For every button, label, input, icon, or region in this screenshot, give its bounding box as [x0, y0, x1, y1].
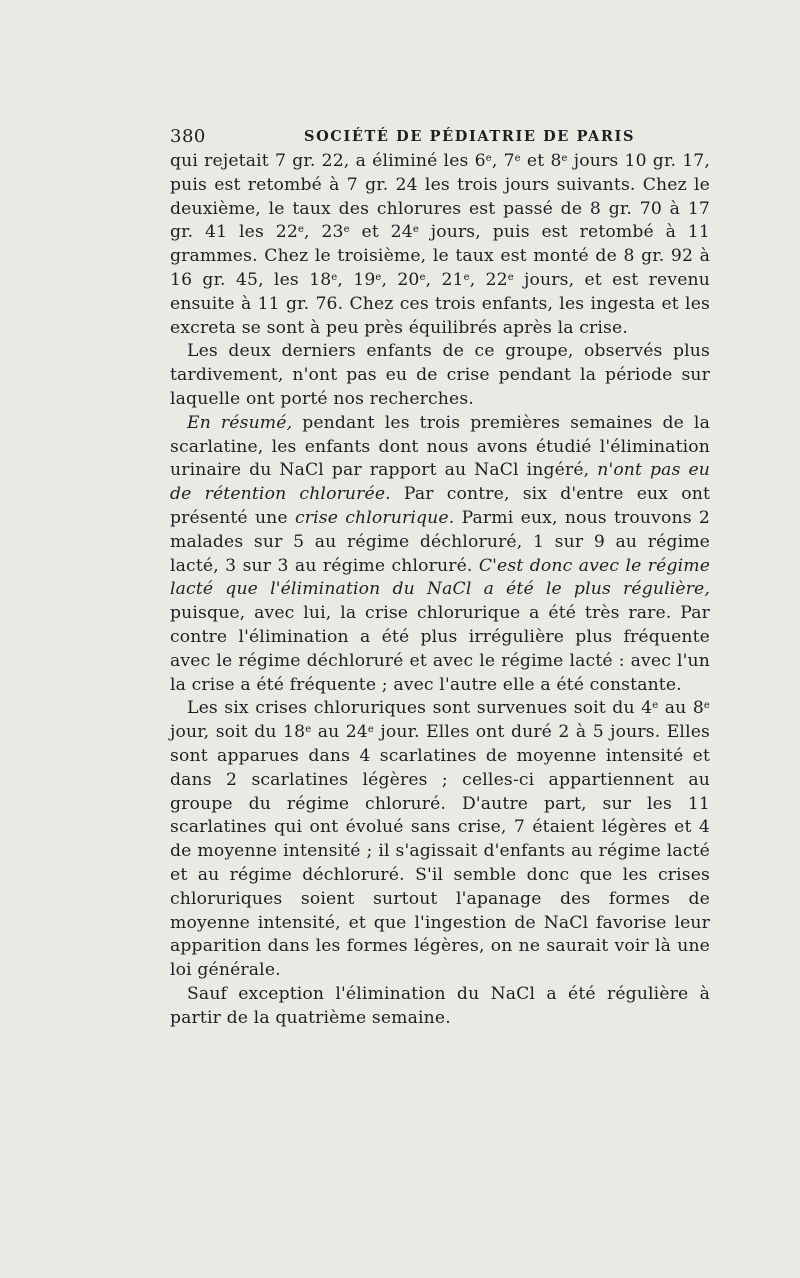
italic-phrase: En résumé, — [187, 412, 293, 433]
body-text — [170, 150, 710, 1030]
paragraph-2: Les deux derniers enfants de ce groupe, observés plus tardivement, n'ont pas eu de crise pendant la période sur laquelle ont porté nos recherches. — [170, 341, 710, 409]
italic-phrase: n'ont pas eu de rétention chlorurée. — [170, 460, 711, 505]
paragraph-1: qui rejetait 7 gr. 22, a éliminé les 6e, 7e et 8e jours 10 gr. 17, puis est retombé à 7 gr. 24 les trois jours suivants. Chez le deuxième, le taux des chlorures est passé de 8 gr. 70 à 17 gr. 41 les 22e, 23e et 24e jours, puis est retombé à 11 grammes. Chez le troisième, le taux est monté de 8 gr. 92 à 16 gr. 45, les 18e, 19e, 20e, 21e, 22e jours, et est revenu ensuite à 11 gr. 76. Chez ces trois enfants, les ingesta et les excreta se sont à peu près équilibrés après la crise. — [170, 151, 710, 338]
running-title: SOCIÉTÉ DE PÉDIATRIE DE PARIS — [304, 128, 636, 145]
paragraph-4: Les six crises chloruriques sont survenues soit du 4e au 8e jour, soit du 18e au 24e jour. Elles ont duré 2 à 5 jours. Elles sont apparues dans 4 scarlatines de moyenne intensité et dans 2 scarlatines légères ; celles-ci appartiennent au groupe du régime chloruré. D'autre part, sur les 11 scarlatines qui ont évolué sans crise, 7 étaient légères et 4 de moyenne intensité ; il s'agissait d'enfants au régime lacté et au régime déchloruré. S'il semble donc que les crises chloruriques soient surtout l'apanage des formes de moyenne intensité, et que l'ingestion de NaCl favorise leur apparition dans les formes légères, on ne saurait voir là une loi générale. — [170, 698, 711, 981]
page-header — [170, 126, 710, 150]
italic-phrase: C'est donc avec le régime lacté que l'élimination du NaCl a été le plus régulière, — [170, 555, 711, 600]
paragraph-5: Sauf exception l'élimination du NaCl a été régulière à partir de la quatrième semaine. — [170, 983, 710, 1028]
page-number: 380 — [170, 126, 206, 147]
italic-phrase: crise chlorurique. — [294, 507, 455, 528]
paragraph-3: En résumé, pendant les trois premières semaines de la scarlatine, les enfants dont nous avons étudié l'élimination urinaire du NaCl par rapport au NaCl ingéré, n'ont pas eu de rétention chlorurée. Par contre, six d'entre eux ont présenté une crise chlorurique. Parmi eux, nous trouvons 2 malades sur 5 au régime déchloruré, 1 sur 9 au régime lacté, 3 sur 3 au régime chloruré. C'est donc avec le régime lacté que l'élimination du NaCl a été le plus régulière, puisque, avec lui, la crise chlorurique a été très rare. Par contre l'élimination a été plus irrégulière plus fréquente avec le régime déchloruré et avec le régime lacté : avec l'un la crise a été fréquente ; avec l'autre elle a été constante. — [170, 412, 711, 695]
